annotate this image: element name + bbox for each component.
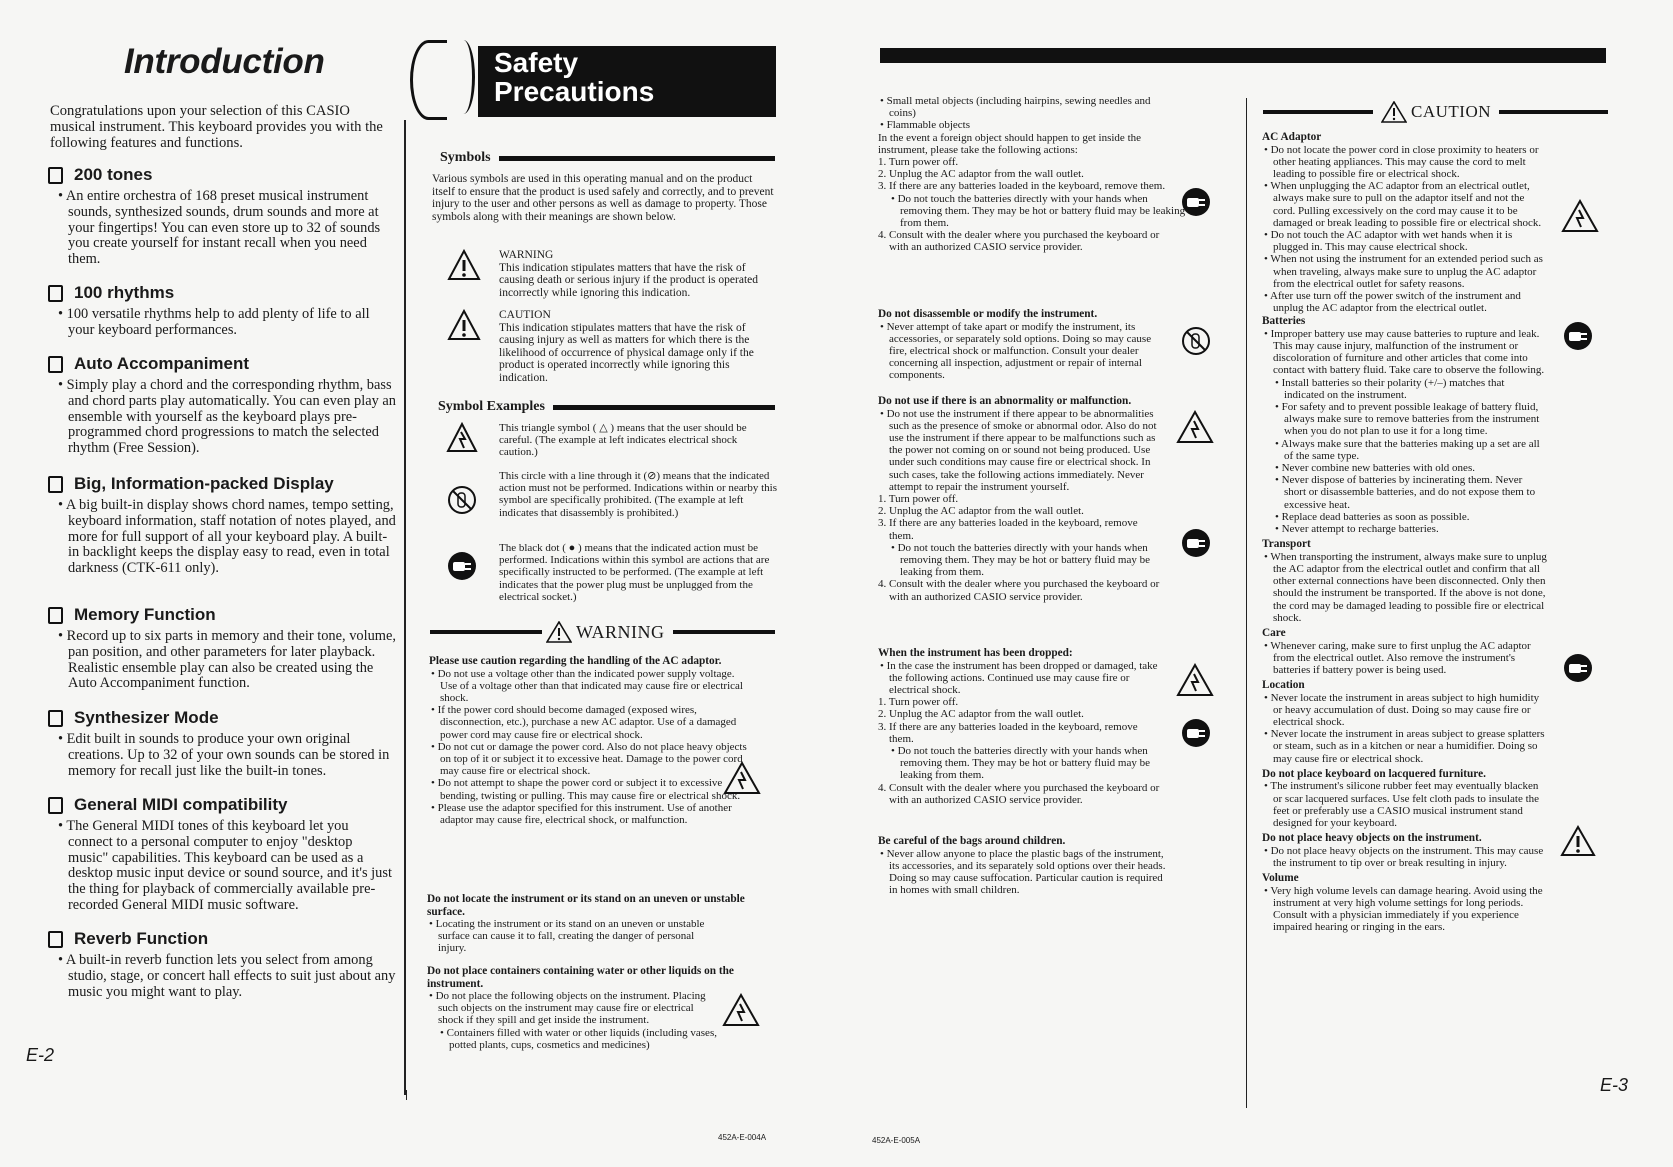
bracket-decoration [452, 40, 475, 114]
page-number: E-2 [26, 1045, 55, 1065]
caution-triangle-icon [1381, 101, 1407, 123]
uneven-surface-warning: Do not locate the instrument or its stand on an uneven or unstable surface. • Locating the instrument or its stand on an uneven or unstable surface can cause it to fall, creating the danger of personal injury. [427, 893, 772, 955]
electric-shock-icon [446, 422, 478, 454]
warning-triangle-icon [447, 249, 481, 281]
feature-heading: Memory Function [74, 605, 216, 624]
unplug-icon [1180, 717, 1212, 749]
column-divider [406, 1090, 407, 1100]
checkbox-icon [48, 931, 63, 948]
unplug-icon [446, 550, 478, 582]
checkbox-icon [48, 356, 63, 373]
page-code: 452A-E-005A [872, 1136, 921, 1145]
symbols-heading: Symbols [440, 150, 775, 166]
symbol-examples-heading: Symbol Examples [438, 399, 775, 415]
disassemble-section: Do not disassemble or modify the instrument. • Never attempt of take apart or modify the instrument, its accessories, or separately sold options. Doing so may cause fire, electrical shock or malfunction. Consult your dealer concerning all inspection, adjustment or repair of internal components. [878, 308, 1165, 382]
warning-definition: WARNING This indication stipulates matters that have the risk of causing death or serious injury if the product is operated incorrectly while ignoring this indication. [499, 249, 758, 299]
feature-heading: Big, Information-packed Display [74, 474, 334, 493]
electric-shock-icon [723, 761, 761, 795]
feature-heading: Synthesizer Mode [74, 708, 219, 727]
dropped-section: When the instrument has been dropped: • In the case the instrument has been dropped or damaged, take the following actions. Continued use may cause fire or electrical shock. 1. Turn power off. 2. Unplug the AC adaptor from the wall outlet. 3. If there are any batteries loaded in the keyboard, remove them. • Do not touch the batteries directly with your hands when removing them. They may be hot or battery fluid may be leaking from them. 4. Consult with the dealer where you purchased the keyboard or with an authorized CASIO service provider. [878, 647, 1165, 806]
caution-definition: CAUTION This indication stipulates matters that have the risk of causing injury as well as matters for which there is the likelihood of occurrence of physical damage only if the product is operated incorrectly while ignoring this indication. [499, 309, 754, 384]
example-triangle: This triangle symbol ( △ ) means that the user should be careful. (The example at left indicates electrical shock caution.) [499, 422, 747, 459]
checkbox-icon [48, 476, 63, 493]
feature-heading: General MIDI compatibility [74, 795, 288, 814]
ac-adaptor-caution: AC Adaptor • Do not locate the power cord in close proximity to heaters or other heating appliances. This may cause the cord to melt leading to possible fire or electrical shock. • When unplugging the AC adaptor from an electrical outlet, always make sure to pull on the adaptor itself and not the cord. Pulling excessively on the cord may cause it to be damaged or break leading to possible fire or electrical shock. • Do not touch the AC adaptor with wet hands when it is plugged in. This may cause electrical shock. • When not using the instrument for an extended period such as when traveling, always make sure to unplug the AC adaptor from the electrical outlet for safety reasons. • After use turn off the power switch of the instrument and unplug the AC adaptor from the electrical outlet. Batteries • Improper battery use may cause batteries to rupture and leak. This may cause injury, malfunction of the instrument or discoloration of furniture and other articles that come into contact with battery fluid. Take care to observe the following. • Install batteries so their polarity (+/–) matches that indicated on the instrument. • For safety and to prevent possible leakage of battery fluid, always make sure to remove batteries from the instrument when you do not plan to use it for a long time. • Always make sure that the batteries making up a set are all of the same type. • Never combine new batteries with old ones. • Never dispose of batteries by incinerating them. Never short or disassemble batteries, and do not expose them to excessive heat. • Replace dead batteries as soon as possible. • Never attempt to recharge batteries. Transport • When transporting the instrument, always make sure to unplug the AC adaptor from the electrical outlet and confirm that all other external connections have been disconnected. Only then should the instrument be transported. If the above is not done, the cord may be damaged leading to possible fire or electrical shock. Care • Whenever caring, make sure to first unplug the AC adaptor from the electrical outlet. Also remove the instrument's batteries if battery power is being used. Location • Never locate the instrument in areas subject to high humidity or heavy accumulation of dust. Doing so may cause fire or electrical shock. • Never locate the instrument in areas subject to grease splatters or steam, such as in a kitchen or near a humidifier. Doing so may cause fire or electrical shock. Do not place keyboard on lacquered furniture. • The instrument's silicone rubber feet may eventually blacken or scar lacquered surfaces. Use felt cloth pads to insulate the feet or preferably use a CASIO musical instrument stand designed for your keyboard. Do not place heavy objects on the instrument. • Do not place heavy objects on the instrument. This may cause the instrument to tip over or break resulting in injury. Volume • Very high volume levels can damage hearing. Avoid using the instrument at very high volume settings for long periods. Consult with a physician immediately if you experience impaired hearing or ringing in the ears. [1262, 131, 1547, 933]
feature-200-tones [44, 164, 396, 268]
column-divider [1246, 98, 1247, 1108]
feature-heading: 200 tones [74, 165, 153, 184]
caution-triangle-icon [447, 309, 481, 341]
page-title: Introduction [124, 42, 325, 81]
feature-memory [44, 604, 396, 692]
caution-triangle-icon [1560, 825, 1596, 857]
feature-reverb [44, 928, 396, 1000]
header-bar [880, 48, 1606, 63]
feature-text: • A built-in reverb function lets you select from among studio, stage, or concert hall effects to suit just about any music you might want to play. [54, 953, 396, 1000]
checkbox-icon [48, 285, 63, 302]
warning-triangle-icon [546, 621, 572, 643]
ac-adaptor-warning: Please use caution regarding the handling of the AC adaptor. • Do not use a voltage other than the indicated power supply voltage. Use of a voltage other than that indicated may cause fire or electrical shock. • If the power cord should become damaged (exposed wires, disconnection, etc.), purchase a new AC adaptor. Use of a damaged power cord may cause fire or electrical shock. • Do not cut or damage the power cord. Also do not place heavy objects on top of it or subject it to excessive heat. Damage to the power cord may cause fire or electrical shock. • Do not attempt to shape the power cord or subject it to excessive bending, twisting or pulling. This may cause fire or electrical shock. • Please use the adaptor specified for this instrument. Use of another adaptor may cause fire, electrical shock, or malfunction. [429, 655, 747, 826]
section-title: Safety Precautions [478, 46, 776, 117]
no-disassembly-icon [1180, 325, 1212, 357]
page-code: 452A-E-004A [718, 1133, 767, 1142]
checkbox-icon [48, 607, 63, 624]
feature-text: • The General MIDI tones of this keyboard let you connect to a personal computer to enjoy "desktop music" capabilities. This keyboard can be used as a desktop music input device or sound source, and it's just the thing for playback of commercially available pre-recorded General MIDI music software. [54, 819, 396, 914]
feature-auto-accompaniment [44, 353, 396, 457]
checkbox-icon [48, 797, 63, 814]
feature-100-rhythms [44, 282, 396, 339]
foreign-objects-section: • Small metal objects (including hairpins, sewing needles and coins) • Flammable objects In the event a foreign object should happen to get inside the instrument, please take the following actions: 1. Turn power off. 2. Unplug the AC adaptor from the wall outlet. 3. If there are any batteries loaded in the keyboard, remove them. • Do not touch the batteries directly with your hands when removing them. They may be hot or battery fluid may be leaking from them. 4. Consult with the dealer where you purchased the keyboard or with an authorized CASIO service provider. [878, 95, 1165, 254]
page-number: E-3 [1600, 1075, 1629, 1095]
warning-banner: WARNING [430, 621, 775, 643]
bracket-decoration [410, 40, 447, 120]
electric-shock-icon [1176, 663, 1214, 697]
feature-heading: 100 rhythms [74, 283, 175, 302]
symbols-text: Various symbols are used in this operating manual and on the product itself to ensure that the product is used safely and correctly, and to prevent injury to the user and other persons as well as damage to property. Those symbols along with their meanings are shown below. [432, 173, 774, 223]
bags-section: Be careful of the bags around children. • Never allow anyone to place the plastic bags of the instrument, its accessories, and its separately sold options over their heads. Doing so may cause suffocation. Particular caution is required in homes with small children. [878, 835, 1165, 896]
feature-text: • 100 versatile rhythms help to add plenty of life to all your keyboard performances. [54, 307, 396, 339]
feature-heading: Auto Accompaniment [74, 354, 250, 373]
feature-text: • A big built-in display shows chord names, tempo setting, keyboard information, staff notation of notes played, and more for full support of all your keyboard play. A built-in backlight keeps the display easy to read, even in total darkness (CTK-611 only). [54, 498, 396, 577]
unplug-icon [1180, 527, 1212, 559]
example-dot: The black dot ( ● ) means that the indicated action must be performed. Indications within this symbol are actions that are specifically instructed to be performed. (The example at left indicates that the power plug must be unplugged from the electrical socket.) [499, 542, 770, 603]
feature-synthesizer [44, 707, 396, 779]
feature-text: • Edit built in sounds to produce your own original creations. Up to 32 of your own sounds can be stored in memory for recall just like the built-in tones. [54, 732, 396, 779]
abnormality-section: Do not use if there is an abnormality or malfunction. • Do not use the instrument if there appear to be abnormalities such as the presence of smoke or abnormal odor. Also do not use the instrument if there appear to be malfunctions such as the power not coming on or sound not being produced. Use under such conditions may cause fire or electrical shock. In such cases, take the following actions immediately. Never attempt to repair the instrument yourself. 1. Turn power off. 2. Unplug the AC adaptor from the wall outlet. 3. If there are any batteries loaded in the keyboard, remove them. • Do not touch the batteries directly with your hands when removing them. They may be hot or battery fluid may be leaking from them. 4. Consult with the dealer where you purchased the keyboard or with an authorized CASIO service provider. [878, 395, 1165, 603]
liquids-warning: Do not place containers containing water or other liquids on the instrument. • Do not place the following objects on the instrument. Placing such objects on the instrument may cause fire or electrical shock if they spill and get inside the instrument. • Containers filled with water or other liquids (including vases, potted plants, cups, cosmetics and medicines) [427, 965, 772, 1051]
feature-text: • Record up to six parts in memory and their tone, volume, pan position, and other parameters for later playback. Realistic ensemble play can also be created using the Auto Accompaniment function. [54, 629, 396, 692]
electric-shock-icon [1561, 199, 1599, 233]
column-divider [404, 120, 406, 1095]
unplug-icon [1562, 652, 1594, 684]
checkbox-icon [48, 710, 63, 727]
feature-heading: Reverb Function [74, 929, 209, 948]
unplug-icon [1562, 320, 1594, 352]
caution-banner: CAUTION [1263, 101, 1608, 123]
feature-text: • An entire orchestra of 168 preset musical instrument sounds, synthesized sounds, drum sounds and more at your fingertips! You can even store up to 32 of sounds you create yourself for instant recall when you need them. [54, 189, 396, 268]
intro-lead: Congratulations upon your selection of this CASIO musical instrument. This keyboard provides you with the following features and functions. [50, 103, 383, 151]
electric-shock-icon [1176, 410, 1214, 444]
feature-general-midi [44, 794, 396, 914]
example-circle: This circle with a line through it (⊘) means that the indicated action must not be performed. Indications within or nearby this symbol are specifically prohibited. (The example at left indicates that disassembly is prohibited.) [499, 470, 777, 519]
electric-shock-icon [722, 993, 760, 1027]
feature-display [44, 473, 396, 577]
feature-text: • Simply play a chord and the corresponding rhythm, bass and chord parts play automatically. You can even play an ensemble with yourself as the keyboard plays pre-programmed chord progressions to match the selected rhythm (Free Session). [54, 378, 396, 457]
checkbox-icon [48, 167, 63, 184]
unplug-icon [1180, 186, 1212, 218]
no-disassembly-icon [446, 484, 478, 516]
